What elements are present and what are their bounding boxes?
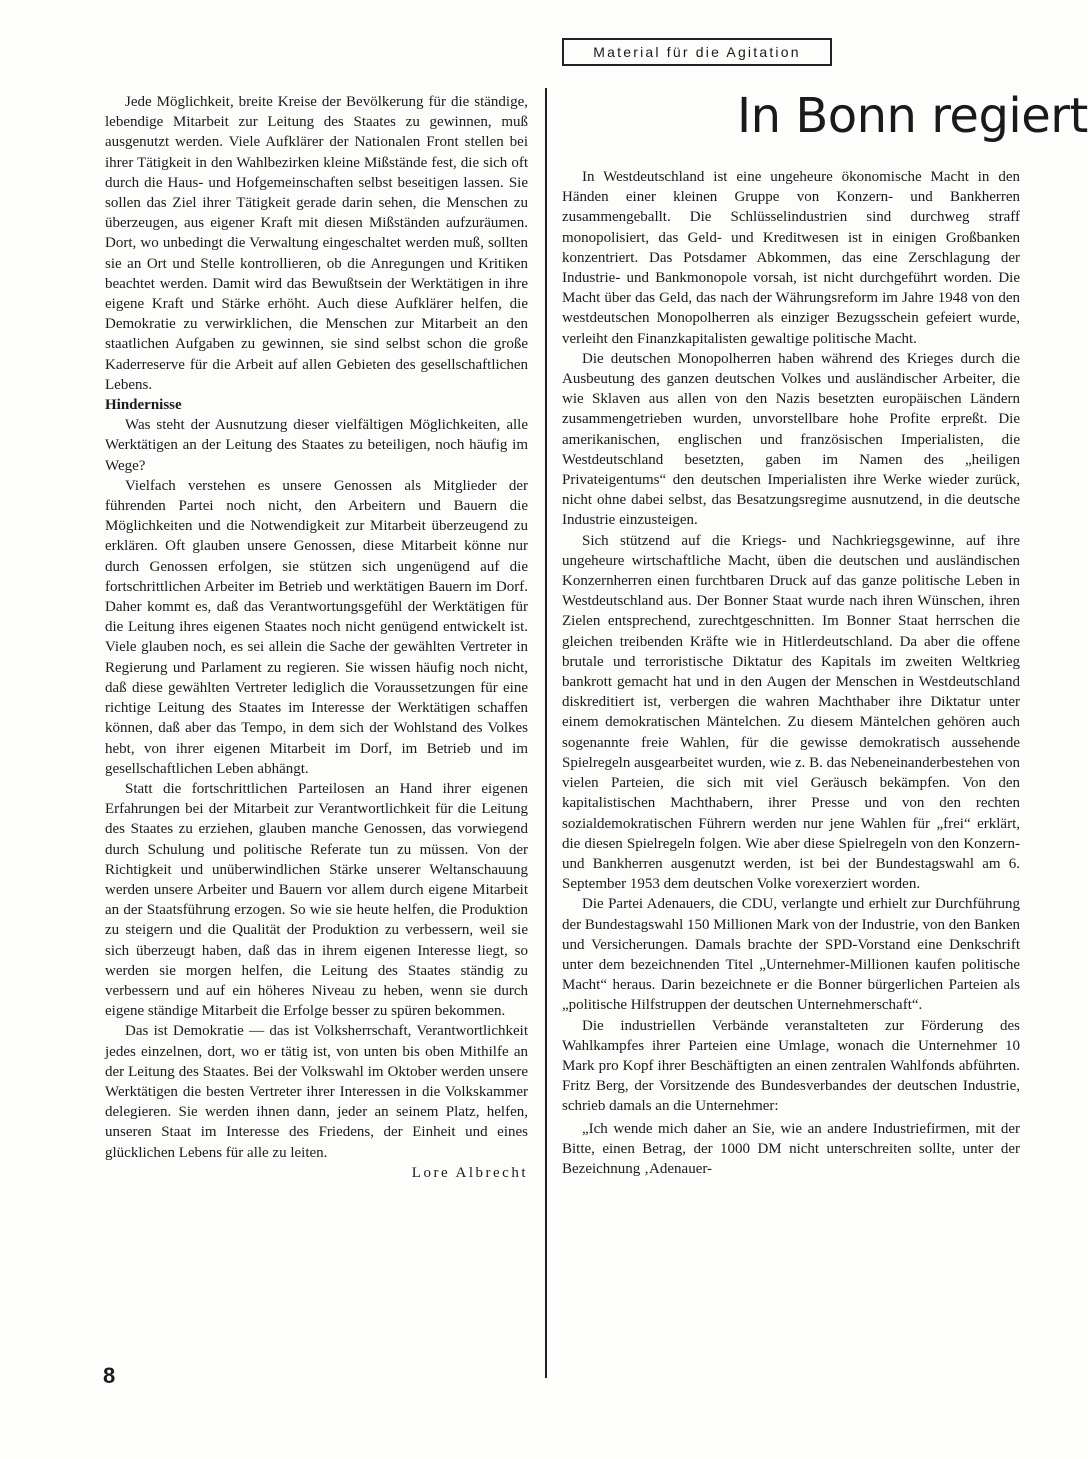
paragraph: Statt die fortschrittlichen Parteilosen an Hand ihrer eigenen Erfahrungen bei der Mitarbeit zur Verantwortlichkeit für die Leitung des Staates zu erziehen, glauben manche Genossen, das vorwiegend durch Schulung und politische Referate tun zu müssen. Von der Richtigkeit und unüberwindlichen Stärke unserer Weltanschauung werden unsere Arbeiter und Bauern vor allem durch eigene Mitarbeit an der Staatsführung erzogen. So wie sie heute helfen, die Produktion zu steigern und die Qualität der Produktion zu verbessern, weil sie sich überzeugt haben, daß das in ihrem eigenen Interesse liegt, so werden sie morgen helfen, die Leitung des Staates ständig zu verbessern und auf ein höheres Niveau zu heben, wenn sie durch eigene ständige Mitarbeit die Erfolge besser zu spüren bekommen. xyxy=(105,780,528,1020)
paragraph: Die industriellen Verbände veranstalteten zur Förderung des Wahlkampfes ihrer Parteien eine Umlage, wonach die Unternehmer 10 Mark pro Kopf ihrer Beschäftigten an einen zentralen Wahlfonds abführten. Fritz Berg, der Vorsitzende des Bundesverbandes der deutschen Industrie, schrieb damals an die Unternehmer: xyxy=(562,1017,1020,1115)
paragraph: In Westdeutschland ist eine ungeheure ökonomische Macht in den Händen einer kleinen Gruppe von Konzern- und Bankherren zusammengeballt. Die Schlüsselindustrien sind durchweg straff monopolisiert, das Geld- und Kreditwesen ist in einigen Großbanken konzentriert. Das Potsdamer Abkommen, das eine Zerschlagung der Industrie- und Bankmonopole vorsah, ist nicht durchgeführt worden. Die Macht über das Geld, das nach der Währungsreform im Jahre 1948 von den westdeutschen Monopolherren als einziger Bezugsschein gefeiert wurde, verleiht den Finanzkapitalisten gewaltige politische Macht. xyxy=(562,169,1020,347)
author-signature: Lore Albrecht xyxy=(411,1164,528,1181)
left-column xyxy=(105,92,528,1183)
section-banner: Material für die Agitation xyxy=(562,38,832,66)
paragraph: Die Partei Adenauers, die CDU, verlangte und erhielt zur Durchführung der Bundestagswahl 150 Millionen Mark von der Industrie, von den Banken und Versicherungen. Damals brachte der SPD-Vorstand eine Denkschrift unter dem bezeichnenden Titel „Unternehmer-Millionen kaufen politische Macht“ heraus. Darin bezeichnete er die Bonner bürgerlichen Parteien als „politische Hilfstruppen der deutschen Unternehmerschaft“. xyxy=(562,896,1020,1014)
paragraph: Was steht der Ausnutzung dieser vielfältigen Möglichkeiten, alle Werktätigen an der Leitung des Staates zu beteiligen, noch häufig im Wege? xyxy=(105,417,528,474)
page-number: 8 xyxy=(103,1363,116,1388)
article-title: In Bonn regiert xyxy=(737,88,1088,144)
paragraph: Sich stützend auf die Kriegs- und Nachkriegsgewinne, auf ihre ungeheure wirtschaftliche Macht, üben die deutschen und ausländischen Konzernherren einen furchtbaren Druck auf das ganze politische Leben in Westdeutschland aus. Der Bonner Staat wurde nach ihren Wünschen, ihren Zielen entsprechend, zurechtgeschnitten. Im Bonner Staat herrschen die gleichen treibenden Kräfte wie in Hitlerdeutschland. Da aber die offene brutale und terroristische Diktatur des Kapitals im zweiten Weltkrieg bankrott gemacht hat und in den Augen der Menschen in Westdeutschland diskreditiert ist, verbergen die wahren Machthaber ihre Diktatur unter einem demokratischen Mäntelchen. Zu diesem Mäntelchen gehören auch sogenannte freie Wahlen, für die gewisse demokratisch aussehende Spielregeln ausgearbeitet wurden, wie z. B. das Nebeneinanderbestehen von vielen Parteien, die sich mit viel Geräusch bekämpfen. Von den kapitalistischen Machthabern, ihrer Presse und von den rechten sozialdemokratischen Führern werden nur jene Wahlen für „frei“ erklärt, die diesen Spielregeln folgen. Wie aber diese Spielregeln von den Konzern- und Bankherren ausgenutzt werden, ist bei der Bundestagswahl am 6. September 1953 dem deutschen Volke vorexerziert worden. xyxy=(562,532,1020,893)
quote-paragraph: „Ich wende mich daher an Sie, wie an andere Industriefirmen, mit der Bitte, einen Betrag, der 1000 DM nicht unterschreiten sollte, unter der Bezeichnung ‚Adenauer- xyxy=(562,1120,1020,1177)
paragraph: Vielfach verstehen es unsere Genossen als Mitglieder der führenden Partei noch nicht, den Arbeitern und Bauern die Möglichkeiten und die Notwendigkeit zur Mitarbeit überzeugend zu erklären. Oft glauben unsere Genossen, diese Mitarbeit könne nur durch Genossen erfolgen, sie stützen sich ungenügend auf die fortschrittlichen Arbeiter im Betrieb und werktätigen Bauern im Dorf. Daher kommt es, daß das Verantwortungsgefühl der Werktätigen für die Leitung ihres eigenen Staates noch nicht genügend entwickelt ist. Viele glauben noch, es sei allein die Sache der gewählten Vertreter in Regierung und Parlament zu regieren. Sie wissen häufig noch nicht, daß diese gewählten Vertreter lediglich die Voraussetzungen für eine richtige Leitung des Staates im Interesse der Werktätigen schaffen können, daß aber das Tempo, in dem sich der Wohlstand des Volkes hebt, von ihrer eigenen Mitarbeit im Dorf, im Betrieb und im gesellschaftlichen Leben abhängt. xyxy=(105,477,528,777)
column-divider xyxy=(545,88,547,1378)
paragraph: Das ist Demokratie — das ist Volksherrschaft, Verantwortlichkeit jedes einzelnen, dort, wo er tätig ist, von unten bis oben Mithilfe an der Leitung des Staates. Bei der Volkswahl im Oktober werden unsere Werktätigen die besten Vertreter ihrer Interessen in die Volkskammer delegieren. Sie werden ihnen dann, jeder an seinem Platz, helfen, unseren Staat im Interesse des Friedens, der Einheit und eines glücklichen Lebens für alle zu leiten. xyxy=(105,1023,528,1161)
paragraph: Die deutschen Monopolherren haben während des Krieges durch die Ausbeutung des ganzen deutschen Volkes und ausländischer Arbeiter, die wie Sklaven aus allen von den Nazis besetzten europäischen Ländern zusammengetrieben wurden, unvorstellbare hohe Profite erpreßt. Die amerikanischen, englischen und französischen Imperialisten, die Westdeutschland besetzten, gaben im Namen des „heiligen Privateigentums“ den deutschen Imperialisten ihre Werke wieder zurück, nicht ohne dabei selbst, das Besatzungsregime ausnutzend, in die deutsche Industrie einzusteigen. xyxy=(562,350,1020,529)
section-heading: Hindernisse xyxy=(105,397,182,414)
intro-paragraph: Jede Möglichkeit, breite Kreise der Bevölkerung für die ständige, lebendige Mitarbeit zur Leitung des Staates zu gewinnen, muß ausgenutzt werden. Viele Aufklärer der Nationalen Front stellen bei ihrer Tätigkeit in den Wahlbezirken kleine Mißstände fest, die sich oft durch die Haus- und Hofgemeinschaften selbst beseitigen lassen. Sie sollen das Ziel ihrer Tätigkeit gerade darin sehen, die Menschen zu überzeugen, aus eigener Kraft mit diesen Mißständen aufzuräumen. Dort, wo unbedingt die Verwaltung eingeschaltet werden muß, sollten sie an Ort und Stelle kontrollieren, ob die Anregungen und Kritiken beachtet werden. Damit wird das Bewußtsein der Werktätigen in ihre eigene Kraft und Stärke erhöht. Auch diese Aufklärer helfen, die Demokratie zu verwirklichen, die Menschen zur Mitarbeit an den staatlichen Aufgaben zu gewinnen, sie sind selbst schon die große Kaderreserve für die Arbeit auf allen Gebieten des gesellschaftlichen Lebens. xyxy=(105,94,528,393)
right-column xyxy=(562,167,1020,1179)
